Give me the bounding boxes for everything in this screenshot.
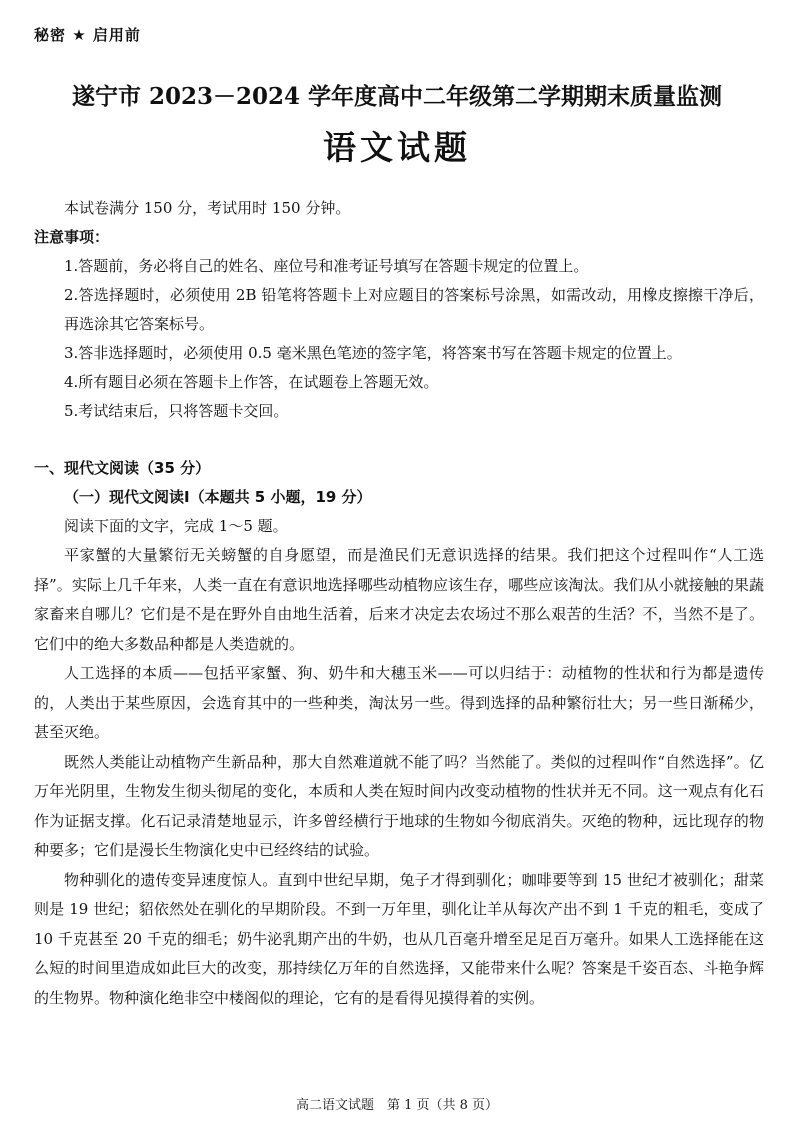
exam-title: 遂宁市 2023－2024 学年度高中二年级第二学期期末质量监测 [71,83,723,110]
notice-item: 3.答非选择题时，必须使用 0.5 毫米黑色笔迹的签字笔，将答案书写在答题卡规定的位置上。 [64,344,682,362]
notice-heading: 注意事项： [34,228,110,246]
notice-item: 5.考试结束后，只将答题卡交回。 [64,402,289,420]
exam-subtitle: 语文试题 [323,128,471,167]
notice-item: 2.答选择题时，必须使用 2B 铅笔将答题卡上对应题目的答案标号涂黑，如需改动，用橡皮擦擦干净后，再选涂其它答案标号。 [64,286,764,333]
notice-item: 4.所有题目必须在答题卡上作答，在试题卷上答题无效。 [64,373,439,391]
intro-text: 本试卷满分 150 分，考试用时 150 分钟。 [64,199,351,217]
page-footer: 高二语文试题 第 1 页（共 8 页） [295,1098,499,1113]
section-subheading: （一）现代文阅读Ⅰ（本题共 5 小题，19 分） [64,488,372,506]
section-heading: 一、现代文阅读（35 分） [34,459,211,477]
passage-paragraph: 人工选择的本质——包括平家蟹、狗、奶牛和大穗玉米——可以归结于：动植物的性状和行为都是遗传的，人类出于某些原因，会选育其中的一些种类，淘汰另一些。得到选择的品种繁衍壮大；另一些日渐稀少，甚至灭绝。 [34,664,764,741]
spacer [34,426,764,454]
notice-item: 1.答题前，务必将自己的姓名、座位号和准考证号填写在答题卡规定的位置上。 [64,257,589,275]
secret-label: 秘密 ★ 启用前 [34,26,141,44]
passage-paragraph: 物种驯化的遗传变异速度惊人。直到中世纪早期，兔子才得到驯化；咖啡要等到 15 世纪才被驯化；甜菜则是 19 世纪；貂依然处在驯化的早期阶段。不到一万年里，驯化让羊从每次产出不到 1 千克的粗毛，变成了 10 千克甚至 20 千克的细毛；奶牛泌乳期产出的牛奶，也从几百毫升增至足足百万毫升。如果人工选择能在这么短的时间里造成如此巨大的改变，那持续亿万年的自然选择，又能带来什么呢？答案是千姿百态、斗艳争辉的生物界。物种演化绝非空中楼阁似的理论，它有的是看得见摸得着的实例。 [34,870,764,1007]
passage-paragraph: 既然人类能让动植物产生新品种，那大自然难道就不能了吗？当然能了。类似的过程叫作“自然选择”。亿万年光阴里，生物发生彻头彻尾的变化，本质和人类在短时间内改变动植物的性状并无不同。这一观点有化石作为证据支撑。化石记录清楚地显示，许多曾经横行于地球的生物如今彻底消失。灭绝的物种，远比现存的物种要多；它们是漫长生物演化史中已经终结的试验。 [34,752,764,859]
passage-paragraph: 平家蟹的大量繁衍无关螃蟹的自身愿望，而是渔民们无意识选择的结果。我们把这个过程叫作“人工选择”。实际上几千年来，人类一直在有意识地选择哪些动植物应该生存，哪些应该淘汰。我们从小就接触的果蔬家畜来自哪儿？它们是不是在野外自由地生活着，后来才决定去农场过不那么艰苦的生活？不，当然不是了。它们中的绝大多数品种都是人类造就的。 [34,546,764,653]
reading-instruction: 阅读下面的文字，完成 1～5 题。 [64,517,288,535]
exam-body [34,194,764,1013]
